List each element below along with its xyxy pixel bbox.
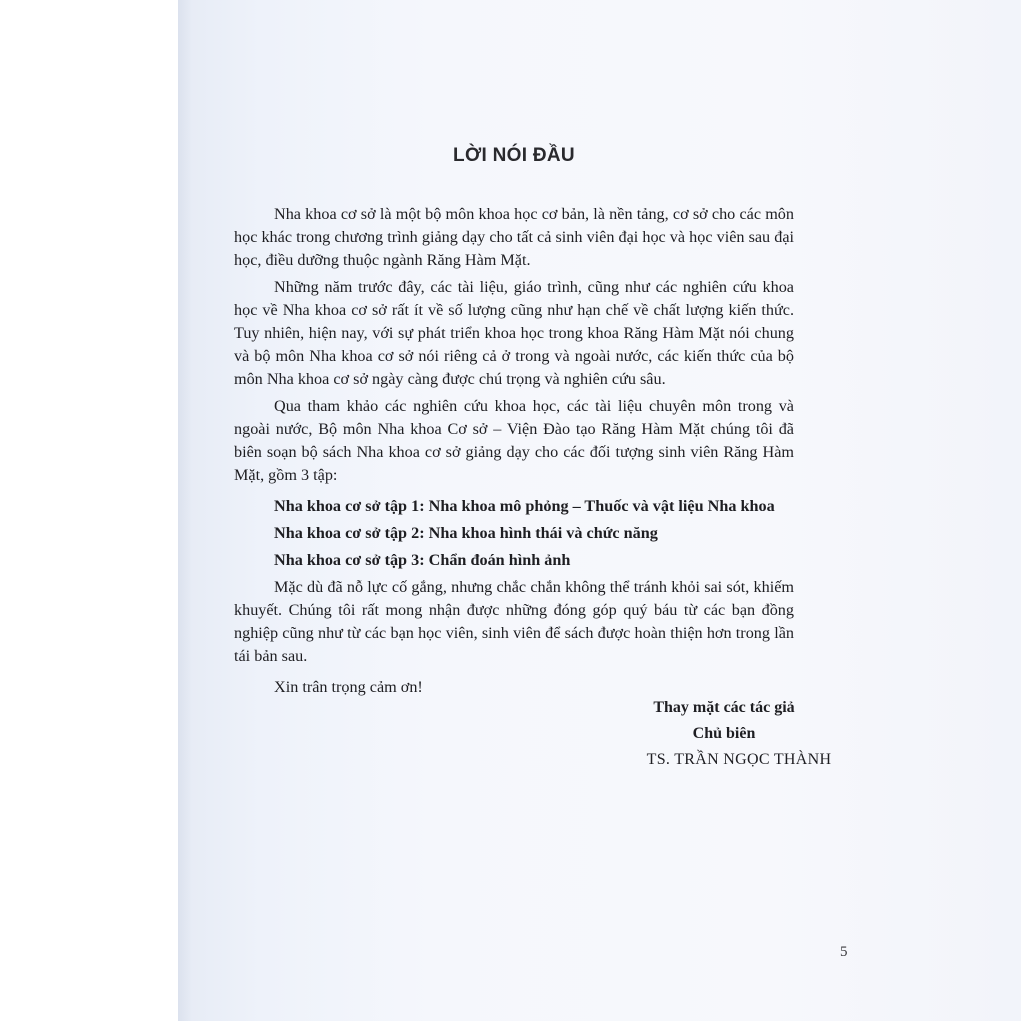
paragraph: Nha khoa cơ sở là một bộ môn khoa học cơ bản, là nền tảng, cơ sở cho các môn học khác trong chương trình giảng dạy cho tất cả sinh viên đại học và học viên sau đại học, điều dưỡng thuộc ngành Răng Hàm Mặt. (234, 205, 794, 269)
volume-item: Nha khoa cơ sở tập 1: Nha khoa mô phỏng – Thuốc và vật liệu Nha khoa (274, 497, 775, 515)
signature-on-behalf: Thay mặt các tác giả (653, 699, 795, 716)
paragraph: Qua tham khảo các nghiên cứu khoa học, các tài liệu chuyên môn trong và ngoài nước, Bộ môn Nha khoa Cơ sở – Viện Đào tạo Răng Hàm Mặt chúng tôi đã biên soạn bộ sách Nha khoa cơ sở giảng dạy cho các đối tượng sinh viên Răng Hàm Mặt, gồm 3 tập: (234, 397, 794, 484)
preface-body (234, 203, 794, 703)
paragraph: Xin trân trọng cảm ơn! (274, 678, 423, 696)
volume-item: Nha khoa cơ sở tập 3: Chẩn đoán hình ảnh (274, 551, 571, 569)
book-page (178, 0, 1021, 1021)
signature-block (594, 695, 854, 773)
page-title: LỜI NÓI ĐẦU (453, 145, 575, 166)
paragraph: Mặc dù đã nỗ lực cố gắng, nhưng chắc chắn không thể tránh khỏi sai sót, khiếm khuyết. Chúng tôi rất mong nhận được những đóng góp quý báu từ các bạn đồng nghiệp cũng như từ các bạn học viên, sinh viên để sách được hoàn thiện hơn trong lần tái bản sau. (234, 578, 794, 665)
volume-item: Nha khoa cơ sở tập 2: Nha khoa hình thái và chức năng (274, 524, 658, 542)
page-number: 5 (840, 944, 848, 960)
signature-name: TS. TRẦN NGỌC THÀNH (646, 751, 832, 768)
signature-role: Chủ biên (692, 725, 756, 742)
page-gutter-shadow (178, 0, 192, 1021)
paragraph: Những năm trước đây, các tài liệu, giáo trình, cũng như các nghiên cứu khoa học về Nha khoa cơ sở rất ít về số lượng cũng như hạn chế về chất lượng kiến thức. Tuy nhiên, hiện nay, với sự phát triển khoa học trong khoa Răng Hàm Mặt nói chung và bộ môn Nha khoa cơ sở nói riêng cả ở trong và ngoài nước, các kiến thức của bộ môn Nha khoa cơ sở ngày càng được chú trọng và nghiên cứu sâu. (234, 278, 794, 388)
